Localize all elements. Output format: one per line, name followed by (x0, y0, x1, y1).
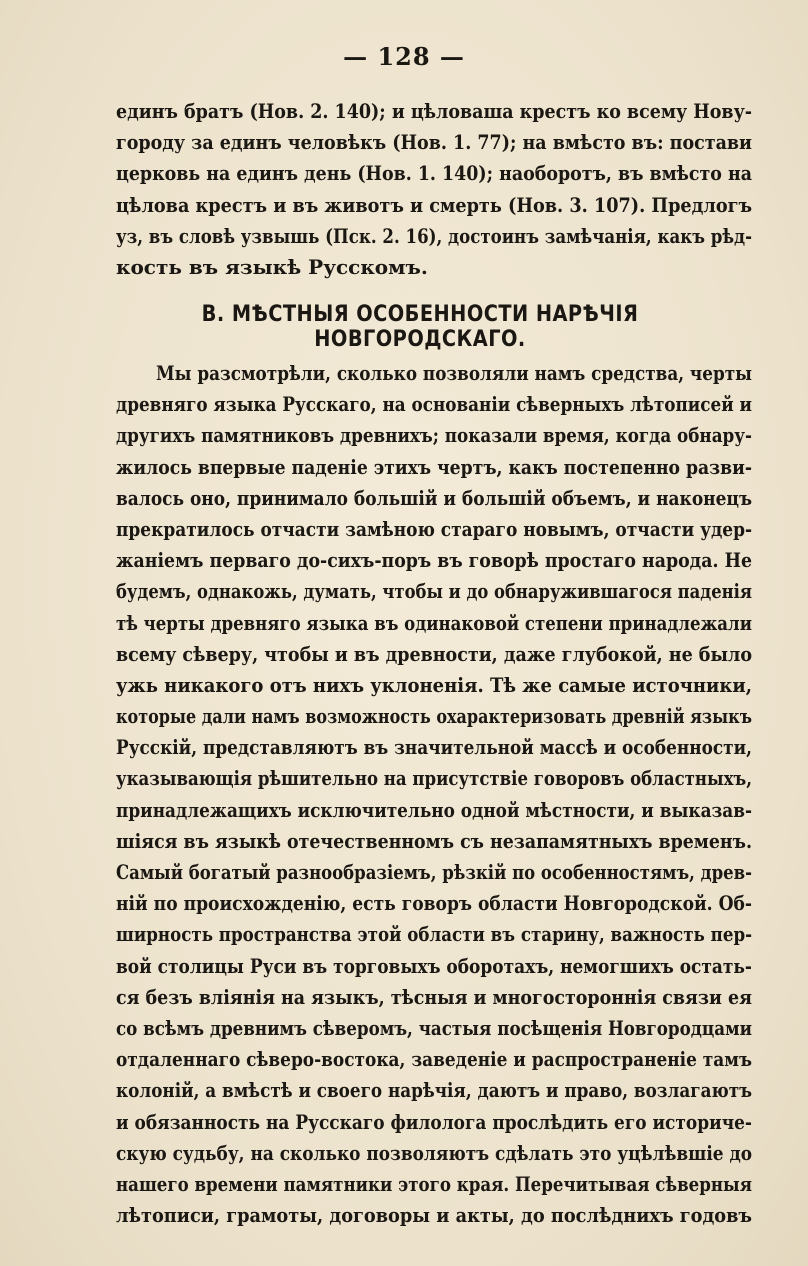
text-line: церковь на единъ день (Нов. 1. 140); наоборотъ, въ вмѣсто на (116, 161, 752, 186)
text-line: Мы разсмотрѣли, сколько позволяли намъ средства, черты (156, 361, 752, 385)
text-line: колоній, а вмѣстѣ и своего нарѣчія, даютъ и право, возлагаютъ (116, 1078, 752, 1103)
paragraph-top (116, 96, 752, 283)
text-line: будемъ, однакожь, думать, чтобы и до обнаружившагося паденія (116, 579, 752, 604)
text-line: ширность пространства этой области въ старину, важность пер- (116, 922, 752, 947)
text-line: лѣтописи, грамоты, договоры и акты, до послѣднихъ годовъ (116, 1203, 752, 1228)
text-line: уз, въ словѣ узвышь (Пск. 2. 16), достоинъ замѣчанія, какъ рѣд- (116, 223, 752, 248)
text-line: древняго языка Русскаго, на основаніи сѣверныхъ лѣтописей и (116, 392, 752, 417)
text-line: вой столицы Руси въ торговыхъ оборотахъ, немогшихъ остать- (116, 953, 752, 978)
text-line: цѣлова крестъ и въ животъ и смерть (Нов. 3. 107). Предлогъ (116, 192, 752, 217)
text-line: ній по происхожденію, есть говоръ области Новгородской. Об- (116, 891, 752, 916)
page-number: — 128 — (343, 42, 465, 71)
text-line: ужь никакого отъ нихъ уклоненія. Тѣ же самые источники, (116, 672, 752, 697)
text-line: отдаленнаго сѣверо-востока, заведеніе и распространеніе тамъ (116, 1047, 752, 1072)
text-line: ся безъ вліянія на языкъ, тѣсныя и многостороннія связи ея (116, 984, 752, 1009)
text-line: городу за единъ человѣкъ (Нов. 1. 77); на вмѣсто въ: постави (116, 130, 752, 155)
text-line: кость въ языкѣ Русскомъ. (116, 254, 428, 279)
text-line: скую судьбу, на сколько позволяютъ сдѣлать это уцѣлѣвшіе до (116, 1140, 752, 1165)
text-line: Русскій, представляютъ въ значительной массѣ и особенности, (116, 735, 752, 760)
paragraph-main (116, 358, 752, 1231)
text-line: тѣ черты древняго языка въ одинаковой степени принадлежали (116, 610, 752, 635)
text-line: нашего времени памятники этого края. Перечитывая сѣверныя (116, 1171, 752, 1196)
section-heading: В. МѢСТНЫЯ ОСОБЕННОСТИ НАРѢЧІЯ НОВГОРОДСКАГО. (201, 302, 639, 352)
text-line: единъ братъ (Нов. 2. 140); и цѣловаша крестъ ко всему Нову- (116, 99, 752, 123)
text-line: жилось впервые паденіе этихъ чертъ, какъ постепенно разви- (116, 454, 752, 479)
text-line: со всѣмъ древнимъ сѣверомъ, частыя посѣщенія Новгородцами (116, 1015, 752, 1040)
text-line: которые дали намъ возможность охарактеризовать древній языкъ (116, 704, 752, 729)
text-line: прекратилось отчасти замѣною стараго новымъ, отчасти удер- (116, 516, 752, 541)
text-line: жаніемъ перваго до-сихъ-поръ въ говорѣ простаго народа. Не (116, 548, 752, 573)
text-line: всему сѣверу, чтобы и въ древности, даже глубокой, не было (116, 641, 752, 666)
text-line: другихъ памятниковъ древнихъ; показали время, когда обнару- (116, 423, 752, 448)
text-line: принадлежащихъ исключительно одной мѣстности, и выказав- (116, 797, 752, 822)
text-line: Самый богатый разнообразіемъ, рѣзкій по особенностямъ, древ- (116, 860, 752, 884)
text-line: и обязанность на Русскаго филолога прослѣдить его историче- (116, 1109, 752, 1134)
text-line: валось оно, принимало большій и большій объемъ, и наконецъ (116, 485, 752, 510)
text-line: шіяся въ языкѣ отечественномъ съ незапамятныхъ временъ. (116, 828, 752, 853)
text-line: указывающія рѣшительно на присутствіе говоровъ областныхъ, (116, 766, 752, 791)
